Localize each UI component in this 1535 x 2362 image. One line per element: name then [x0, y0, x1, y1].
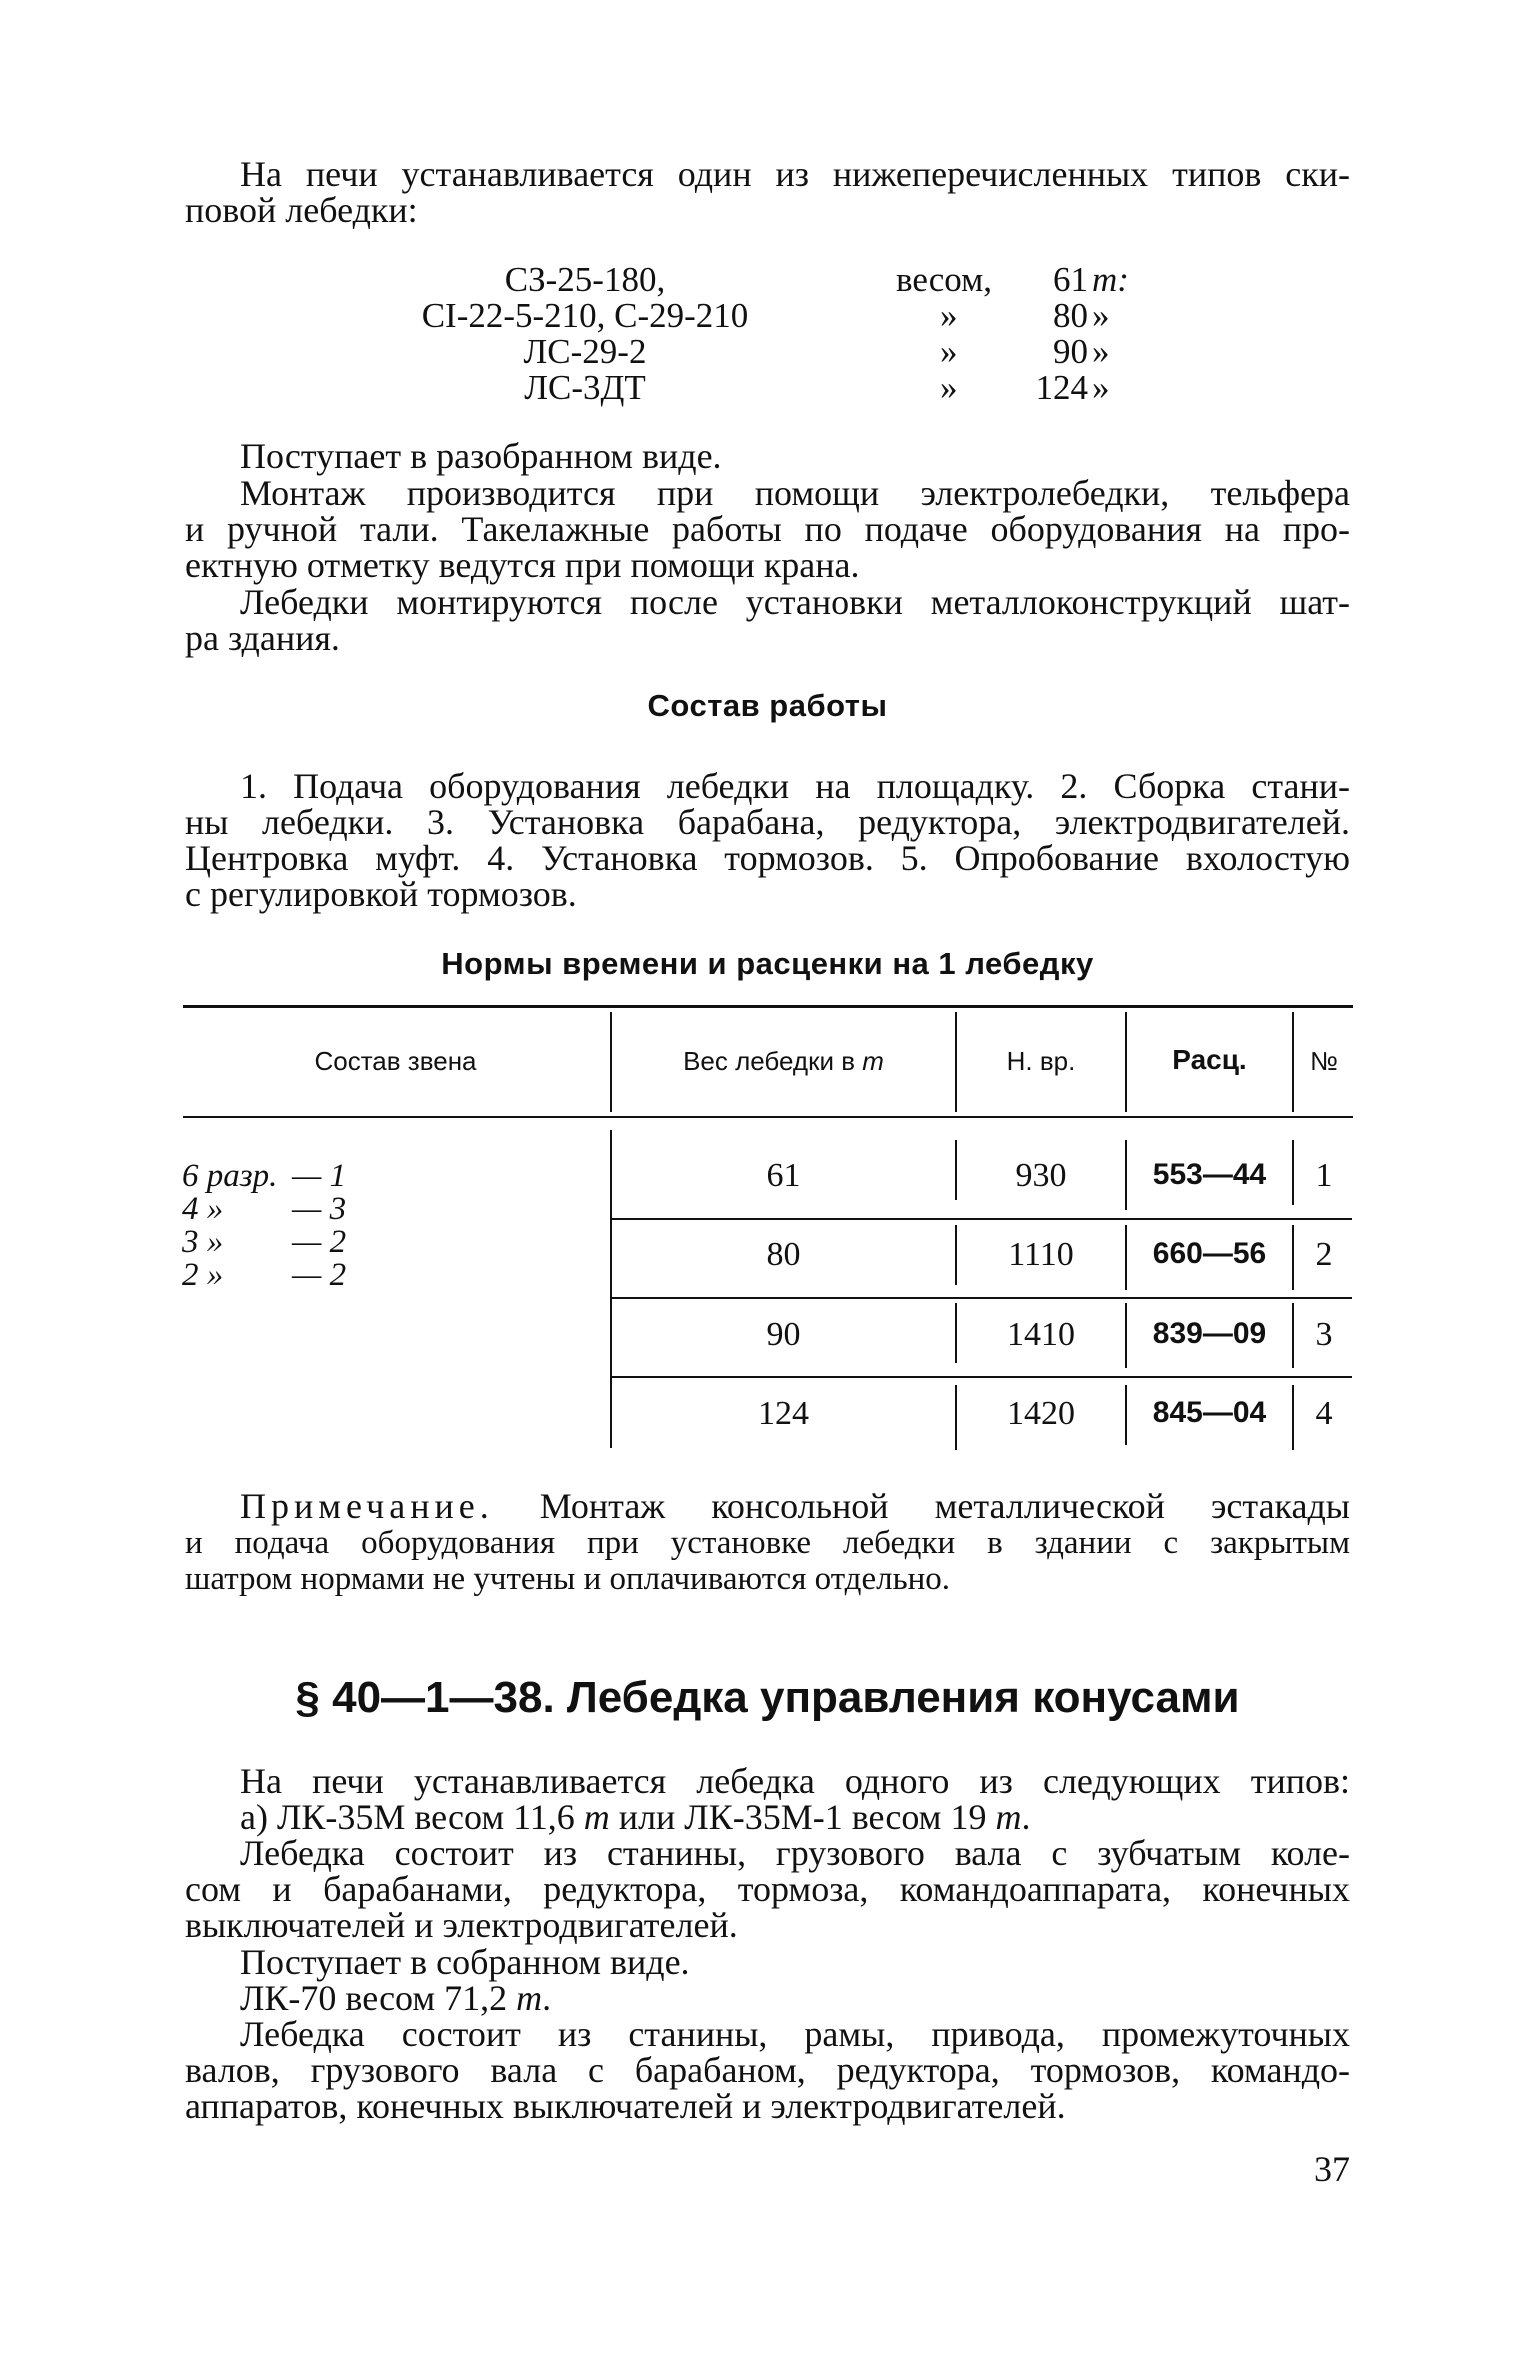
row-rule: [612, 1376, 1352, 1378]
winch-weight: 61: [1053, 260, 1088, 299]
winch-type: ЛС-29-2: [523, 332, 647, 371]
section-text: Лебедка состоит из станины, рамы, привода, промежуточных: [240, 2014, 1350, 2054]
cell-norm: 930: [1015, 1157, 1067, 1194]
section-text: Лебедка состоит из станины, грузового вала с зубчатым коле-: [240, 1833, 1350, 1873]
cell-norm: 1110: [1008, 1236, 1074, 1273]
header-rate: Расц.: [1172, 1044, 1247, 1075]
winch-weight-unit: »: [1092, 296, 1110, 335]
winch-weight-word: »: [940, 368, 958, 407]
winch-type: ЛС-3ДТ: [524, 368, 646, 407]
section-text: выключателей и электродвигателей.: [185, 1905, 738, 1945]
section-text: сом и барабанами, редуктора, тормоза, командоаппарата, конечных: [185, 1869, 1350, 1909]
cell-num: 2: [1315, 1236, 1333, 1273]
section-text: Поступает в собранном виде.: [240, 1942, 690, 1982]
paragraph: Поступает в разобранном виде.: [240, 436, 722, 476]
work-list: Центровка муфт. 4. Установка тормозов. 5. Опробование вхолостую: [185, 838, 1350, 878]
header-crew: Состав звена: [314, 1046, 477, 1076]
cell-weight: 61: [766, 1157, 801, 1194]
cell-weight: 80: [766, 1236, 801, 1273]
table-top-rule: [183, 1005, 1353, 1008]
section-text: валов, грузового вала с барабаном, редуктора, тормозов, командо-: [185, 2050, 1350, 2090]
paragraph: ектную отметку ведутся при помощи крана.: [185, 545, 860, 585]
cell-num: 4: [1315, 1395, 1333, 1432]
crew-row: 6 разр. — 1: [182, 1158, 347, 1194]
cell-num: 1: [1315, 1157, 1333, 1194]
winch-weight: 90: [1053, 332, 1088, 371]
crew-row: 4 » — 3: [182, 1191, 347, 1227]
winch-weight-word: »: [940, 332, 958, 371]
paragraph: ра здания.: [185, 618, 340, 658]
section-text: На печи устанавливается лебедка одного из следующих типов:: [240, 1761, 1350, 1801]
winch-weight-word: »: [940, 296, 958, 335]
winch-weight-unit: »: [1092, 332, 1110, 371]
section-text: а) ЛК-35М весом 11,6 т или ЛК-35М-1 весом 19 т.: [240, 1797, 1031, 1837]
note: Примечание. Монтаж консольной металлической эстакады: [240, 1486, 1350, 1526]
header-num: №: [1310, 1046, 1338, 1076]
row-rule: [612, 1297, 1352, 1299]
header-norm: Н. вр.: [1006, 1046, 1076, 1076]
cell-norm: 1420: [1007, 1395, 1075, 1432]
table-heading: Нормы времени и расценки на 1 лебедку: [441, 946, 1094, 981]
winch-weight: 124: [1035, 368, 1088, 407]
winch-type: СЗ-25-180,: [504, 260, 666, 299]
paragraph: Лебедки монтируются после установки металлоконструкций шат-: [240, 582, 1350, 622]
crew-row: 2 » — 2: [182, 1257, 347, 1293]
section-title: § 40—1—38. Лебедка управления конусами: [295, 1673, 1240, 1722]
cell-weight: 90: [766, 1316, 801, 1353]
winch-weight-word: весом,: [896, 260, 992, 299]
table-header-rule: [183, 1116, 1353, 1118]
header-weight: Вес лебедки в т: [683, 1046, 884, 1076]
cell-rate: 839—09: [1152, 1317, 1267, 1350]
section-text: аппаратов, конечных выключателей и электродвигателей.: [185, 2086, 1066, 2126]
note: шатром нормами не учтены и оплачиваются отдельно.: [185, 1561, 951, 1597]
crew-row: 3 » — 2: [182, 1224, 347, 1260]
cell-norm: 1410: [1007, 1316, 1075, 1353]
cell-rate: 660—56: [1152, 1237, 1267, 1270]
winch-weight: 80: [1053, 296, 1088, 335]
winch-weight-unit: т:: [1092, 260, 1129, 299]
work-heading: Состав работы: [647, 688, 888, 723]
cell-rate: 845—04: [1152, 1396, 1267, 1429]
paragraph: Монтаж производится при помощи электролебедки, тельфера: [240, 473, 1350, 513]
cell-num: 3: [1315, 1316, 1333, 1353]
winch-type: СI-22-5-210, С-29-210: [421, 296, 749, 335]
note: и подача оборудования при установке лебедки в здании с закрытым: [185, 1525, 1350, 1561]
winch-weight-unit: »: [1092, 368, 1110, 407]
page-number: 37: [1314, 2149, 1350, 2189]
intro-line-1: На печи устанавливается один из нижеперечисленных типов ски-: [240, 154, 1350, 194]
work-list: ны лебедки. 3. Установка барабана, редуктора, электродвигателей.: [185, 802, 1350, 842]
section-text: ЛК-70 весом 71,2 т.: [240, 1978, 552, 2018]
cell-rate: 553—44: [1152, 1158, 1267, 1191]
row-rule: [612, 1218, 1352, 1220]
cell-weight: 124: [758, 1395, 809, 1432]
paragraph: и ручной тали. Такелажные работы по подаче оборудования на про-: [185, 509, 1350, 549]
work-list: с регулировкой тормозов.: [185, 874, 577, 914]
intro-line-2: повой лебедки:: [185, 190, 418, 230]
work-list: 1. Подача оборудования лебедки на площадку. 2. Сборка стани-: [240, 766, 1350, 806]
